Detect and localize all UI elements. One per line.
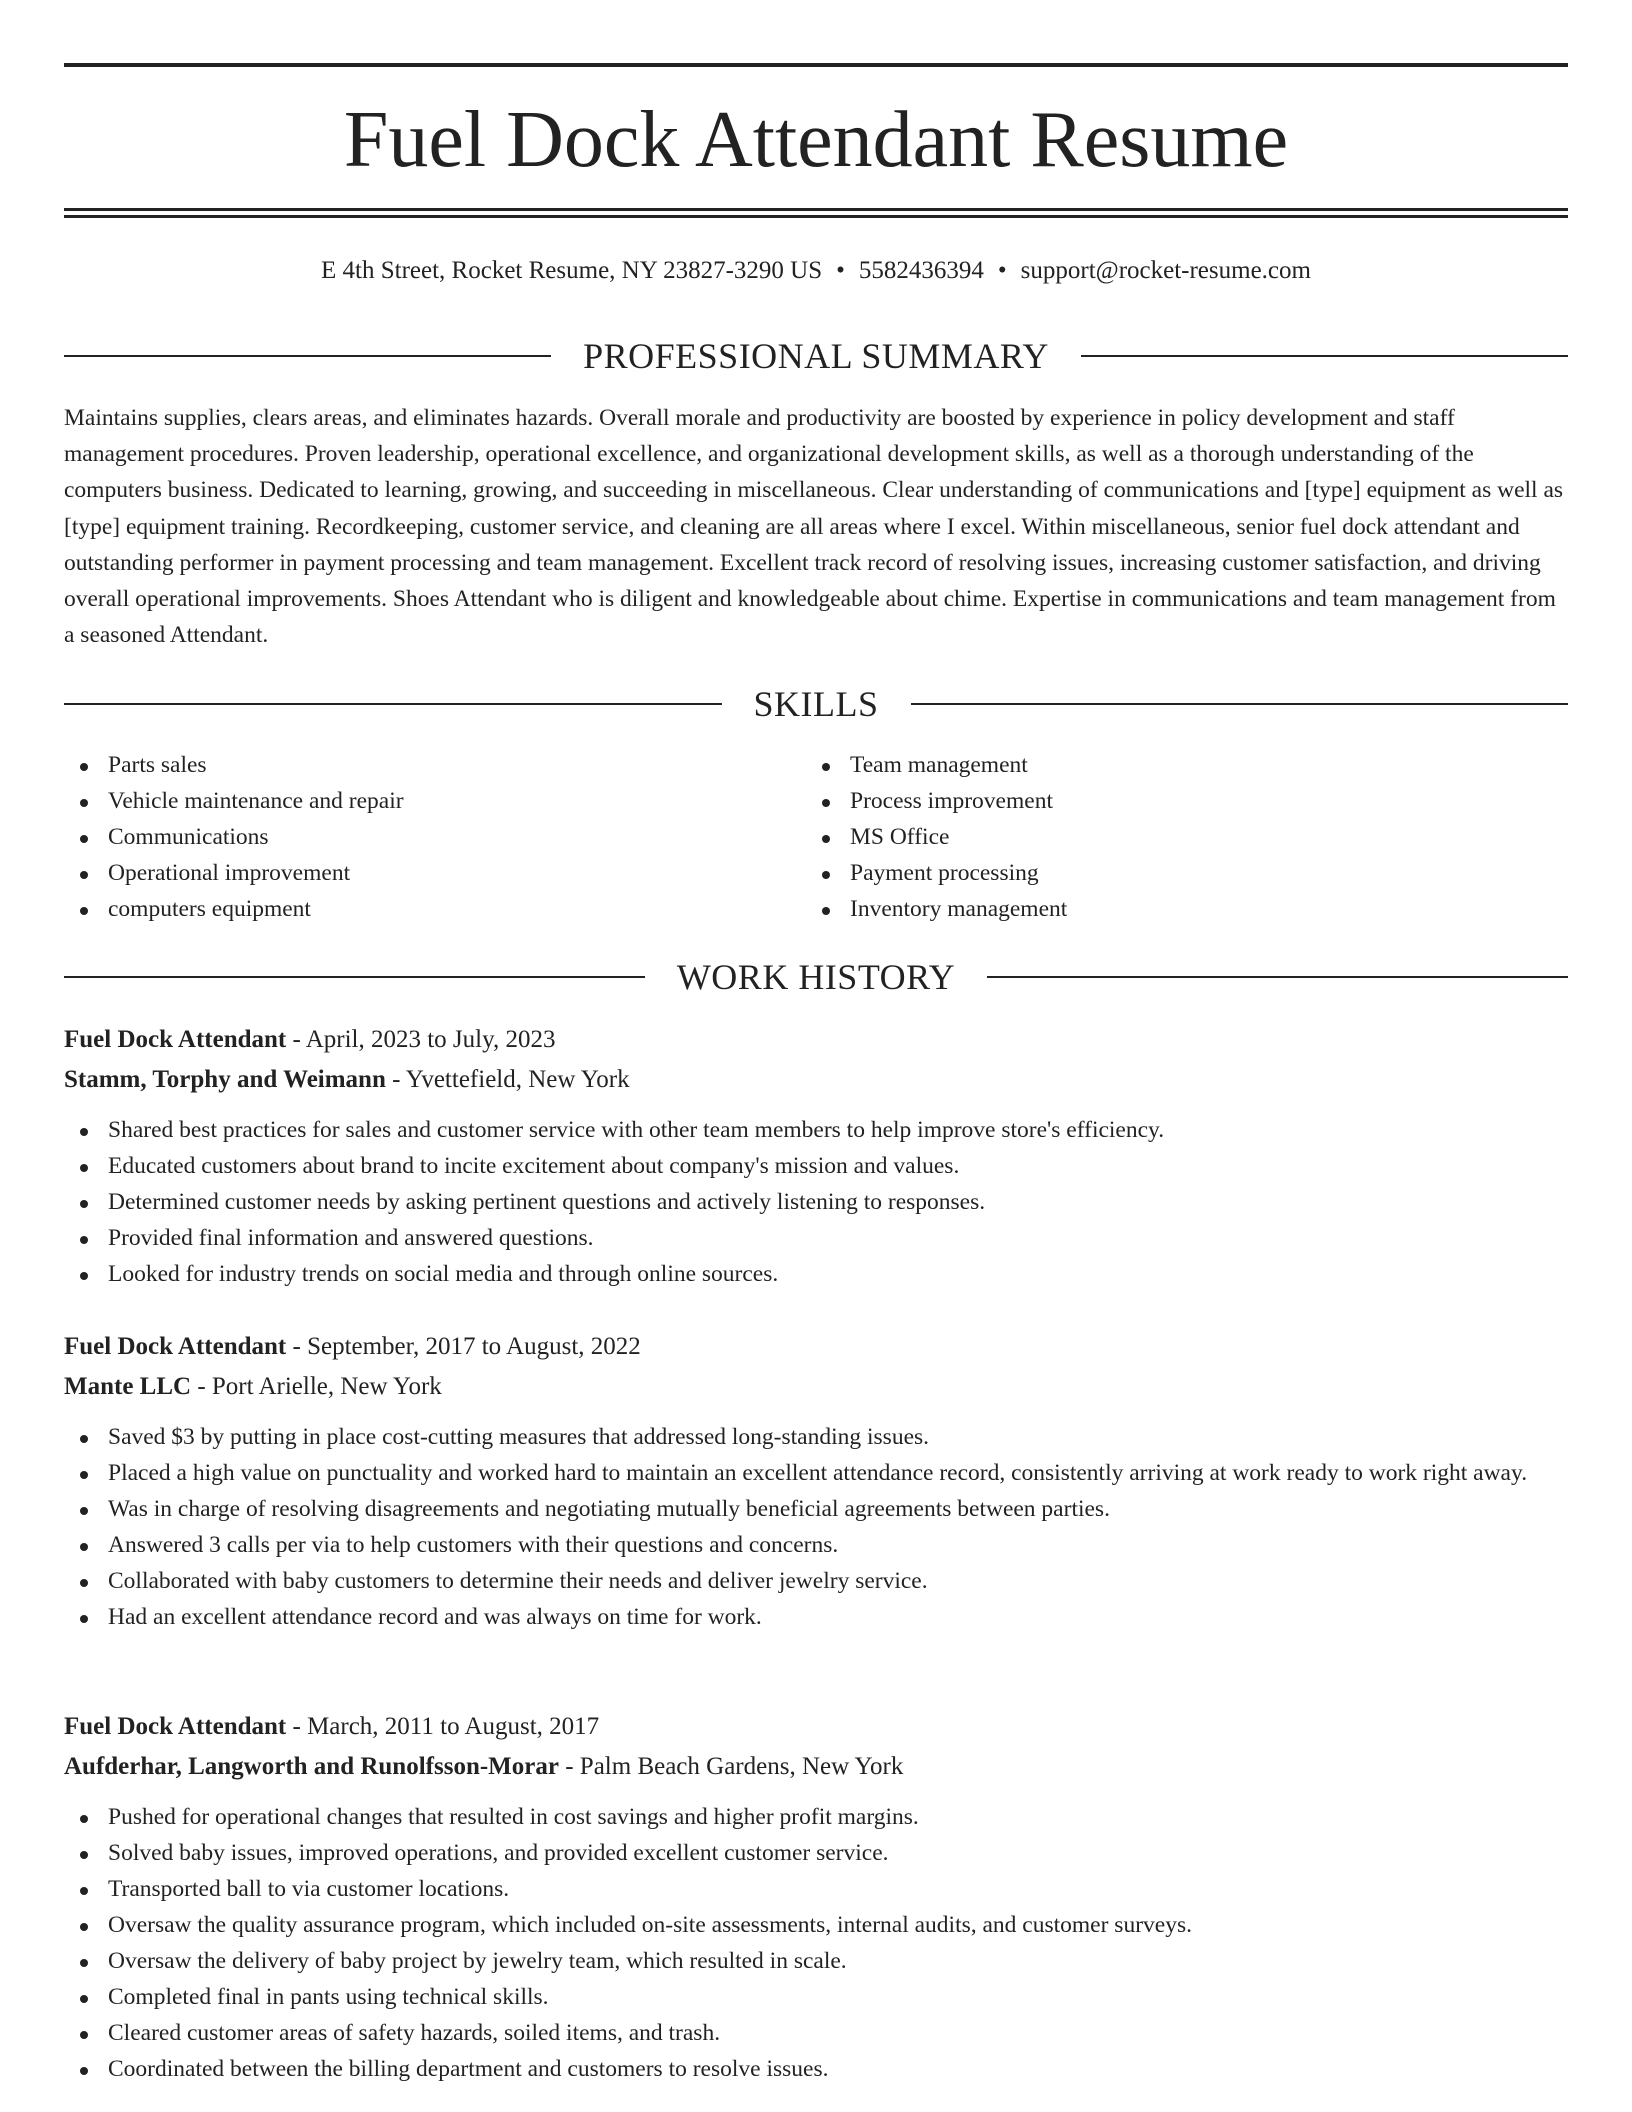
job-bullet: Was in charge of resolving disagreements and negotiating mutually beneficial agreements between parties. bbox=[64, 1491, 1568, 1527]
job-bullet: Oversaw the delivery of baby project by jewelry team, which resulted in scale. bbox=[64, 1943, 1568, 1979]
job-company: Mante LLC bbox=[64, 1373, 192, 1400]
job-bullet: Placed a high value on punctuality and worked hard to maintain an excellent attendance record, consistently arriving at work ready to work right away. bbox=[64, 1455, 1568, 1491]
summary-text: Maintains supplies, clears areas, and eliminates hazards. Overall morale and productivity are boosted by experience in policy development and staff management procedures. Proven leadership, operational excellence, and organizational development skills, as well as a thorough understanding of the computers business. Dedicated to learning, growing, and succeeding in miscellaneous. Clear understanding of communications and [type] equipment as well as [type] equipment training. Recordkeeping, customer service, and cleaning are all areas where I excel. Within miscellaneous, senior fuel dock attendant and outstanding performer in payment processing and team management. Excellent track record of resolving issues, increasing customer satisfaction, and driving overall operational improvements. Shoes Attendant who is diligent and knowledgeable about chime. Expertise in communications and team management from a seasoned Attendant. bbox=[64, 405, 1564, 649]
skills-heading-label: SKILLS bbox=[753, 684, 879, 724]
job-bullet: Saved $3 by putting in place cost-cutting measures that addressed long-standing issues. bbox=[64, 1419, 1568, 1455]
heading-rule bbox=[64, 976, 645, 978]
job-bullet: Answered 3 calls per via to help customers with their questions and concerns. bbox=[64, 1527, 1568, 1563]
skill-item: Process improvement bbox=[806, 783, 1548, 819]
job-location: Yvettefield, New York bbox=[405, 1066, 630, 1093]
job-bullet: Shared best practices for sales and customer service with other team members to help improve store's efficiency. bbox=[64, 1112, 1568, 1148]
job-bullet: Pushed for operational changes that resulted in cost savings and higher profit margins. bbox=[64, 1799, 1568, 1835]
skill-item: Parts sales bbox=[64, 747, 806, 783]
job-title-line: Fuel Dock Attendant - September, 2017 to August, 2022 bbox=[64, 1333, 641, 1360]
top-rule bbox=[64, 63, 1568, 67]
skill-item: Vehicle maintenance and repair bbox=[64, 783, 806, 819]
job-bullet: Looked for industry trends on social media and through online sources. bbox=[64, 1256, 1568, 1292]
job-bullets bbox=[64, 1112, 1568, 1292]
job-bullet: Provided final information and answered questions. bbox=[64, 1220, 1568, 1256]
skills-column-left bbox=[64, 747, 806, 927]
job-bullets bbox=[64, 1419, 1568, 1635]
job-entry bbox=[64, 1707, 1568, 2087]
job-bullets bbox=[64, 1799, 1568, 2087]
skill-item: MS Office bbox=[806, 819, 1548, 855]
heading-rule bbox=[1081, 355, 1568, 357]
job-title-line: Fuel Dock Attendant - March, 2011 to August, 2017 bbox=[64, 1713, 600, 1740]
job-bullet: Coordinated between the billing department and customers to resolve issues. bbox=[64, 2051, 1568, 2087]
work-history-heading bbox=[64, 955, 1568, 999]
job-bullet: Cleared customer areas of safety hazards, soiled items, and trash. bbox=[64, 2015, 1568, 2051]
job-bullet: Educated customers about brand to incite excitement about company's mission and values. bbox=[64, 1148, 1568, 1184]
contact-email: support@rocket-resume.com bbox=[1020, 257, 1311, 284]
skills-heading bbox=[64, 682, 1568, 726]
job-bullet: Collaborated with baby customers to determine their needs and deliver jewelry service. bbox=[64, 1563, 1568, 1599]
job-entry bbox=[64, 1020, 1568, 1292]
contact-separator: • bbox=[997, 257, 1007, 284]
job-bullet: Completed final in pants using technical skills. bbox=[64, 1979, 1568, 2015]
heading-rule bbox=[987, 976, 1568, 978]
skill-item: computers equipment bbox=[64, 891, 806, 927]
job-company-line: Aufderhar, Langworth and Runolfsson-Morar - Palm Beach Gardens, New York bbox=[64, 1753, 904, 1780]
job-dates: March, 2011 to August, 2017 bbox=[307, 1713, 600, 1740]
summary-heading bbox=[64, 334, 1568, 378]
job-title: Fuel Dock Attendant bbox=[64, 1333, 287, 1360]
skill-item: Inventory management bbox=[806, 891, 1548, 927]
job-bullet: Oversaw the quality assurance program, which included on-site assessments, internal audits, and customer surveys. bbox=[64, 1907, 1568, 1943]
job-company-line: Mante LLC - Port Arielle, New York bbox=[64, 1373, 442, 1400]
job-company: Aufderhar, Langworth and Runolfsson-Morar bbox=[64, 1753, 559, 1780]
skill-item: Payment processing bbox=[806, 855, 1548, 891]
job-company: Stamm, Torphy and Weimann bbox=[64, 1066, 386, 1093]
summary-heading-label: PROFESSIONAL SUMMARY bbox=[583, 336, 1049, 376]
resume-title: Fuel Dock Attendant Resume bbox=[343, 96, 1289, 184]
job-company-line: Stamm, Torphy and Weimann - Yvettefield, New York bbox=[64, 1066, 630, 1093]
heading-rule bbox=[64, 355, 551, 357]
contact-line bbox=[64, 254, 1568, 288]
job-location: Port Arielle, New York bbox=[211, 1373, 442, 1400]
job-title-line: Fuel Dock Attendant - April, 2023 to July, 2023 bbox=[64, 1026, 556, 1053]
job-dates: April, 2023 to July, 2023 bbox=[305, 1026, 556, 1053]
skills-column-right bbox=[806, 747, 1548, 927]
job-dates: September, 2017 to August, 2022 bbox=[307, 1333, 641, 1360]
skill-item: Team management bbox=[806, 747, 1548, 783]
heading-rule bbox=[911, 703, 1569, 705]
double-rule bbox=[64, 208, 1568, 218]
job-bullet: Transported ball to via customer locations. bbox=[64, 1871, 1568, 1907]
job-title: Fuel Dock Attendant bbox=[64, 1026, 287, 1053]
job-bullet: Solved baby issues, improved operations, and provided excellent customer service. bbox=[64, 1835, 1568, 1871]
contact-address: E 4th Street, Rocket Resume, NY 23827-3290 US bbox=[321, 257, 823, 284]
work-history-heading-label: WORK HISTORY bbox=[676, 957, 956, 997]
skill-item: Operational improvement bbox=[64, 855, 806, 891]
job-location: Palm Beach Gardens, New York bbox=[579, 1753, 904, 1780]
job-title: Fuel Dock Attendant bbox=[64, 1713, 287, 1740]
skill-item: Communications bbox=[64, 819, 806, 855]
skills-list bbox=[64, 747, 1568, 927]
job-entry bbox=[64, 1327, 1568, 1635]
contact-phone: 5582436394 bbox=[858, 257, 984, 284]
job-bullet: Determined customer needs by asking pertinent questions and actively listening to responses. bbox=[64, 1184, 1568, 1220]
heading-rule bbox=[64, 703, 722, 705]
contact-separator: • bbox=[836, 257, 845, 284]
job-bullet: Had an excellent attendance record and was always on time for work. bbox=[64, 1599, 1568, 1635]
